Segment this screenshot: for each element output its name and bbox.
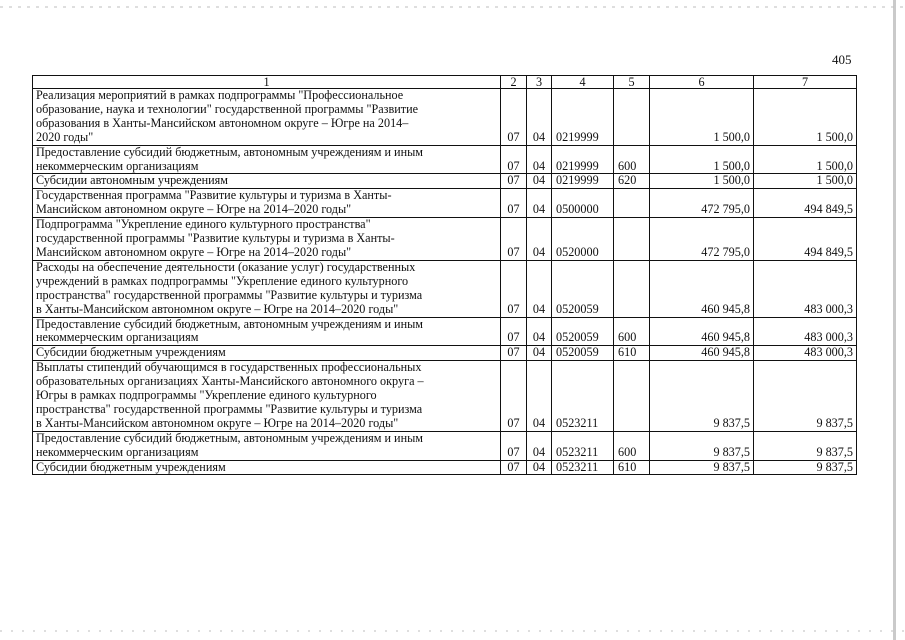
row-section-cell: 07: [501, 218, 527, 261]
row-amount-year2-cell: 1 500,0: [754, 145, 857, 174]
row-subsection-cell: 04: [527, 317, 552, 346]
row-name-cell: Субсидии бюджетным учреждениям: [33, 460, 501, 475]
header-col-3: 3: [527, 76, 552, 89]
row-target-article-cell: 0523211: [552, 431, 614, 460]
row-amount-year2-cell: 483 000,3: [754, 346, 857, 361]
row-section-cell: 07: [501, 189, 527, 218]
row-amount-year2-cell: 494 849,5: [754, 218, 857, 261]
row-name-cell: Выплаты стипендий обучающимся в государственных профессиональных образовательных организациях Ханты-Мансийского автономного округа – Югры в рамках подпрограммы "Укрепление единого культурного пространства" государственной программы "Развитие культуры и туризма в Ханты-Мансийском автономном округе – Югре на 2014–2020 годы": [33, 361, 501, 432]
row-amount-year2-cell: 1 500,0: [754, 89, 857, 146]
header-col-4: 4: [552, 76, 614, 89]
row-name-cell: Субсидии бюджетным учреждениям: [33, 346, 501, 361]
row-target-article-cell: 0219999: [552, 89, 614, 146]
page-number: 405: [832, 52, 852, 67]
table-row: [33, 346, 857, 361]
header-col-7: 7: [754, 76, 857, 89]
row-subsection-cell: 04: [527, 346, 552, 361]
row-amount-year1-cell: 460 945,8: [650, 346, 754, 361]
row-name-cell: Государственная программа "Развитие культуры и туризма в Ханты- Мансийском автономном округе – Югре на 2014–2020 годы": [33, 189, 501, 218]
header-col-6: 6: [650, 76, 754, 89]
row-target-article-cell: 0219999: [552, 174, 614, 189]
row-target-article-cell: 0500000: [552, 189, 614, 218]
table-row: [33, 89, 857, 146]
row-name-cell: Предоставление субсидий бюджетным, автономным учреждениям и иным некоммерческим организациям: [33, 145, 501, 174]
row-amount-year1-cell: 1 500,0: [650, 145, 754, 174]
table-body: [33, 89, 857, 475]
row-amount-year2-cell: 1 500,0: [754, 174, 857, 189]
row-target-article-cell: 0520059: [552, 346, 614, 361]
row-subsection-cell: 04: [527, 218, 552, 261]
row-name-cell: Предоставление субсидий бюджетным, автономным учреждениям и иным некоммерческим организациям: [33, 317, 501, 346]
row-expense-type-cell: [614, 361, 650, 432]
row-amount-year2-cell: 483 000,3: [754, 260, 857, 317]
row-name-cell: Реализация мероприятий в рамках подпрограммы "Профессиональное образование, наука и технологии" государственной программы "Развитие образования в Ханты-Мансийском автономном округе – Югре на 2014– 2020 годы": [33, 89, 501, 146]
table-row: [33, 189, 857, 218]
row-expense-type-cell: [614, 218, 650, 261]
row-expense-type-cell: 600: [614, 317, 650, 346]
header-col-2: 2: [501, 76, 527, 89]
row-amount-year1-cell: 1 500,0: [650, 174, 754, 189]
row-target-article-cell: 0520000: [552, 218, 614, 261]
row-expense-type-cell: [614, 189, 650, 218]
row-name-cell: Расходы на обеспечение деятельности (оказание услуг) государственных учреждений в рамках подпрограммы "Укрепление единого культурного пространства" государственной программы "Развитие культуры и туризма в Ханты-Мансийском автономном округе – Югре на 2014–2020 годы": [33, 260, 501, 317]
row-target-article-cell: 0219999: [552, 145, 614, 174]
row-amount-year1-cell: 472 795,0: [650, 218, 754, 261]
table-row: [33, 317, 857, 346]
row-subsection-cell: 04: [527, 89, 552, 146]
row-expense-type-cell: 610: [614, 346, 650, 361]
table-row: [33, 260, 857, 317]
row-amount-year1-cell: 460 945,8: [650, 317, 754, 346]
row-amount-year1-cell: 472 795,0: [650, 189, 754, 218]
row-amount-year2-cell: 9 837,5: [754, 361, 857, 432]
row-section-cell: 07: [501, 145, 527, 174]
header-col-5: 5: [614, 76, 650, 89]
row-expense-type-cell: [614, 260, 650, 317]
row-section-cell: 07: [501, 361, 527, 432]
row-section-cell: 07: [501, 346, 527, 361]
row-name-cell: Предоставление субсидий бюджетным, автономным учреждениям и иным некоммерческим организациям: [33, 431, 501, 460]
row-amount-year1-cell: 460 945,8: [650, 260, 754, 317]
row-subsection-cell: 04: [527, 189, 552, 218]
row-expense-type-cell: 600: [614, 431, 650, 460]
row-expense-type-cell: 600: [614, 145, 650, 174]
row-amount-year2-cell: 483 000,3: [754, 317, 857, 346]
table-row: [33, 218, 857, 261]
row-target-article-cell: 0523211: [552, 361, 614, 432]
row-target-article-cell: 0523211: [552, 460, 614, 475]
row-expense-type-cell: [614, 89, 650, 146]
row-subsection-cell: 04: [527, 174, 552, 189]
row-section-cell: 07: [501, 317, 527, 346]
row-amount-year2-cell: 9 837,5: [754, 460, 857, 475]
header-row: [33, 76, 857, 89]
row-section-cell: 07: [501, 174, 527, 189]
table-row: [33, 145, 857, 174]
row-amount-year2-cell: 9 837,5: [754, 431, 857, 460]
row-target-article-cell: 0520059: [552, 317, 614, 346]
row-name-cell: Субсидии автономным учреждениям: [33, 174, 501, 189]
table-row: [33, 460, 857, 475]
row-subsection-cell: 04: [527, 431, 552, 460]
row-section-cell: 07: [501, 89, 527, 146]
row-section-cell: 07: [501, 260, 527, 317]
table-row: [33, 174, 857, 189]
budget-table: [32, 75, 857, 475]
header-col-1: 1: [33, 76, 501, 89]
row-amount-year1-cell: 1 500,0: [650, 89, 754, 146]
row-expense-type-cell: 610: [614, 460, 650, 475]
scan-edge-bottom: [0, 630, 905, 632]
row-amount-year1-cell: 9 837,5: [650, 361, 754, 432]
row-subsection-cell: 04: [527, 460, 552, 475]
table-row: [33, 431, 857, 460]
row-section-cell: 07: [501, 431, 527, 460]
row-section-cell: 07: [501, 460, 527, 475]
scan-edge-top: [0, 6, 905, 8]
row-amount-year1-cell: 9 837,5: [650, 431, 754, 460]
row-subsection-cell: 04: [527, 145, 552, 174]
row-target-article-cell: 0520059: [552, 260, 614, 317]
row-amount-year2-cell: 494 849,5: [754, 189, 857, 218]
row-subsection-cell: 04: [527, 361, 552, 432]
row-name-cell: Подпрограмма "Укрепление единого культурного пространства" государственной программы "Развитие культуры и туризма в Ханты- Мансийском автономном округе – Югре на 2014–2020 годы": [33, 218, 501, 261]
row-subsection-cell: 04: [527, 260, 552, 317]
row-expense-type-cell: 620: [614, 174, 650, 189]
row-amount-year1-cell: 9 837,5: [650, 460, 754, 475]
table-row: [33, 361, 857, 432]
scan-edge-right: [893, 0, 896, 640]
